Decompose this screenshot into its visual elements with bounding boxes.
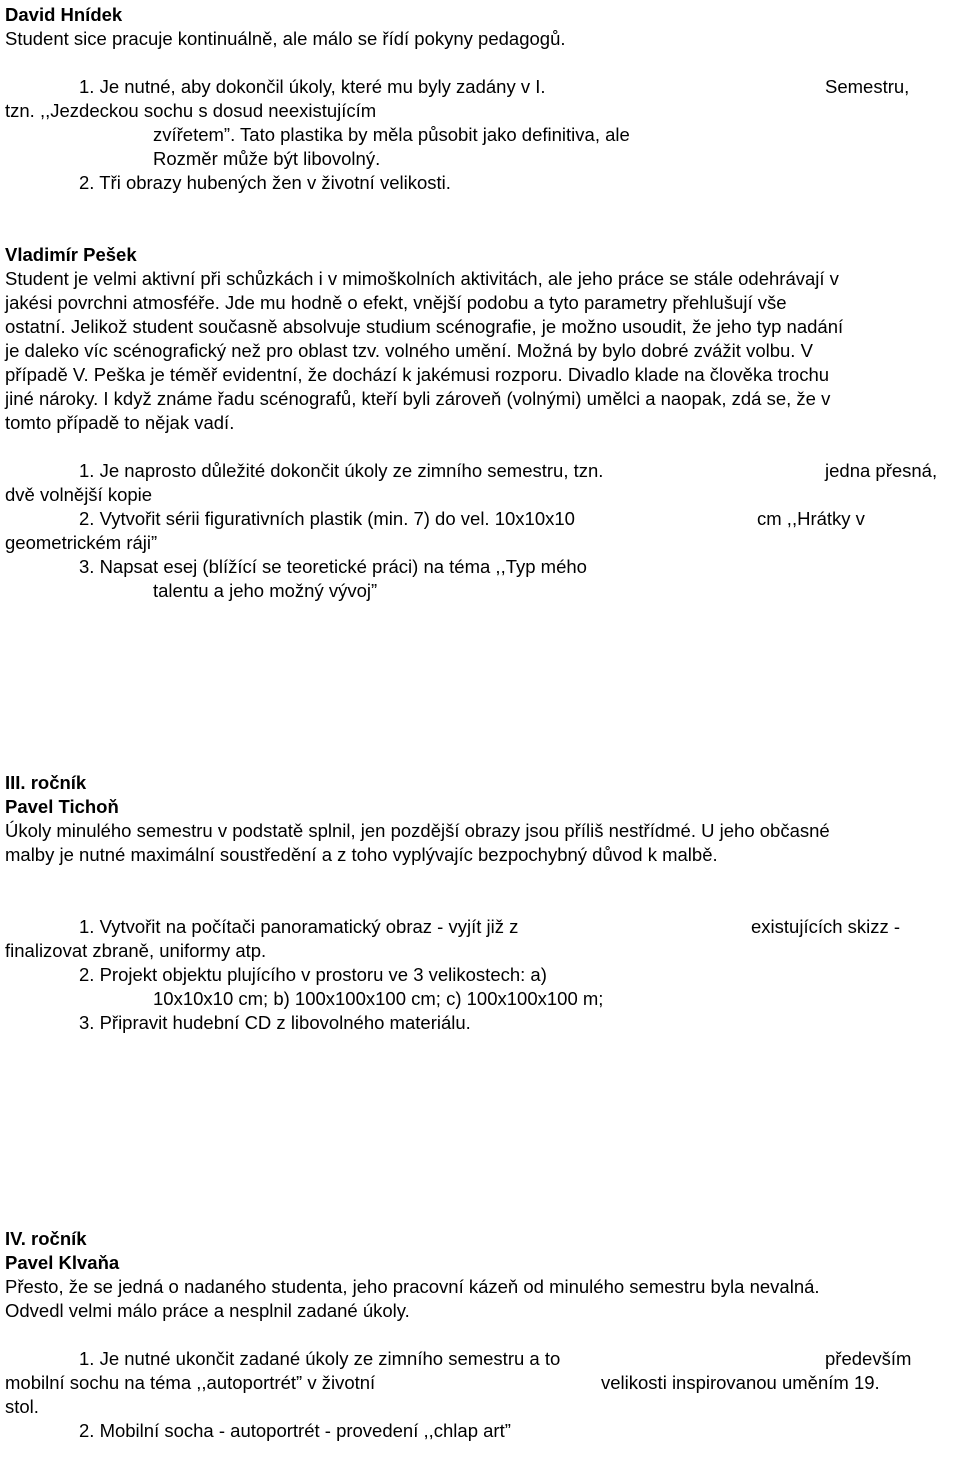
task-2-pesek-cont: cm ,,Hrátky v bbox=[757, 508, 865, 529]
student-name-tichon: Pavel Tichoň bbox=[5, 796, 119, 817]
evaluation-line: je daleko víc scénografický než pro oblast tzv. volného umění. Možná by bylo dobré zvážit volbu. V bbox=[5, 340, 813, 361]
task-1-hnidek-line2: tzn. ,,Jezdeckou sochu s dosud neexistujícím bbox=[5, 100, 377, 121]
task-1-hnidek-line4: Rozměr může být libovolný. bbox=[153, 148, 381, 169]
evaluation-line: Odvedl velmi málo práce a nesplnil zadané úkoly. bbox=[5, 1300, 410, 1321]
task-3-tichon: 3. Připravit hudební CD z libovolného materiálu. bbox=[79, 1012, 471, 1033]
student-name-pesek: Vladimír Pešek bbox=[5, 244, 137, 265]
task-2-pesek: 2. Vytvořit sérii figurativních plastik (min. 7) do vel. 10x10x10 bbox=[79, 508, 575, 529]
task-1-tichon-cont: existujících skizz - bbox=[751, 916, 901, 937]
task-1-klvana-cont: především bbox=[825, 1348, 912, 1369]
task-1-hnidek: 1. Je nutné, aby dokončil úkoly, které mu byly zadány v I. bbox=[79, 76, 546, 97]
task-2-tichon-line2: 10x10x10 cm; b) 100x100x100 cm; c) 100x100x100 m; bbox=[153, 988, 604, 1009]
evaluation-text-hnidek: Student sice pracuje kontinuálně, ale málo se řídí pokyny pedagogů. bbox=[5, 28, 566, 49]
evaluation-line: jiné nároky. I když známe řadu scénografů, kteří byli zároveň (volnými) umělci a naopak, zdá se, že v bbox=[5, 388, 831, 409]
task-2-klvana: 2. Mobilní socha - autoportrét - provedení ,,chlap art” bbox=[79, 1420, 511, 1441]
evaluation-line: malby je nutné maximální soustředění a z toho vyplývajíc bezpochybný důvod k malbě. bbox=[5, 844, 718, 865]
task-1-klvana: 1. Je nutné ukončit zadané úkoly ze zimního semestru a to bbox=[79, 1348, 561, 1369]
year-heading-3: III. ročník bbox=[5, 772, 87, 793]
task-1-pesek-line2: dvě volnější kopie bbox=[5, 484, 153, 505]
year-heading-4: IV. ročník bbox=[5, 1228, 87, 1249]
evaluation-line: tomto případě to nějak vadí. bbox=[5, 412, 235, 433]
evaluation-line: jakési povrchni atmosféře. Jde mu hodně o efekt, vnější podobu a tyto parametry přehlušují vše bbox=[5, 292, 787, 313]
student-name-klvana: Pavel Klvaňa bbox=[5, 1252, 120, 1273]
task-1-klvana-line2-cont: velikosti inspirovanou uměním 19. bbox=[601, 1372, 880, 1393]
task-1-pesek-cont: jedna přesná, bbox=[825, 460, 938, 481]
evaluation-line: Student je velmi aktivní při schůzkách i v mimoškolních aktivitách, ale jeho práce se stále odehrávají v bbox=[5, 268, 839, 289]
student-name-hnidek: David Hnídek bbox=[5, 4, 123, 25]
task-1-hnidek-cont: Semestru, bbox=[825, 76, 910, 97]
task-1-klvana-line2: mobilní sochu na téma ,,autoportrét” v životní bbox=[5, 1372, 376, 1393]
evaluation-line: Přesto, že se jedná o nadaného studenta, jeho pracovní kázeň od minulého semestru byla nevalná. bbox=[5, 1276, 820, 1297]
evaluation-line: Úkoly minulého semestru v podstatě splnil, jen pozdější obrazy jsou příliš nestřídmé. U jeho občasné bbox=[5, 820, 830, 841]
task-1-hnidek-line3: zvířetem”. Tato plastika by měla působit jako definitiva, ale bbox=[153, 124, 630, 145]
task-1-klvana-line3: stol. bbox=[5, 1396, 39, 1417]
task-2-hnidek: 2. Tři obrazy hubených žen v životní velikosti. bbox=[79, 172, 451, 193]
task-1-tichon: 1. Vytvořit na počítači panoramatický obraz - vyjít již z bbox=[79, 916, 519, 937]
task-1-tichon-line2: finalizovat zbraně, uniformy atp. bbox=[5, 940, 267, 961]
evaluation-line: ostatní. Jelikož student současně absolvuje studium scénografie, je možno usoudit, že jeho typ nadání bbox=[5, 316, 844, 337]
evaluation-line: případě V. Peška je téměř evidentní, že dochází k jakémusi rozporu. Divadlo klade na člověka trochu bbox=[5, 364, 830, 385]
task-3-pesek: 3. Napsat esej (blížící se teoretické práci) na téma ,,Typ mého bbox=[79, 556, 587, 577]
task-3-pesek-line2: talentu a jeho možný vývoj” bbox=[153, 580, 378, 601]
task-2-tichon: 2. Projekt objektu plujícího v prostoru ve 3 velikostech: a) bbox=[79, 964, 547, 985]
task-1-pesek: 1. Je naprosto důležité dokončit úkoly ze zimního semestru, tzn. bbox=[79, 460, 604, 481]
task-2-pesek-line2: geometrickém ráji” bbox=[5, 532, 158, 553]
